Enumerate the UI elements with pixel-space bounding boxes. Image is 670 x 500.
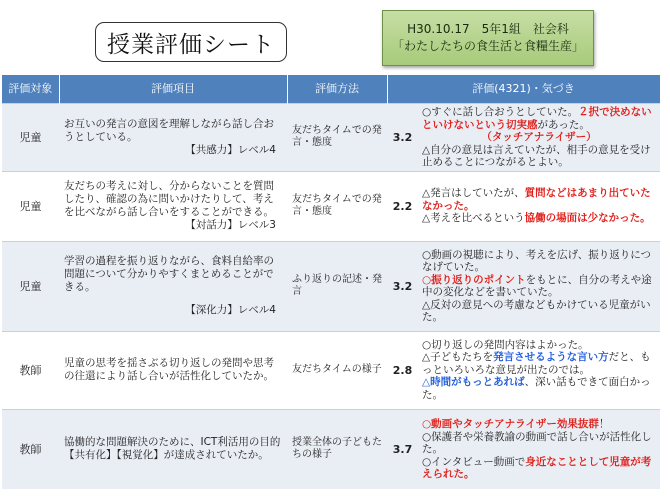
row-who: 教師	[2, 331, 59, 409]
header-score: 評価(4321)・気づき	[387, 75, 660, 104]
note-text: △自分の意見は言えていたが、相手の意見を受け止めることにつながるとよい。	[422, 143, 651, 168]
row-item-text: 学習の過程を振り返りながら、食料自給率の問題について分かりやすくまとめることができる。	[64, 255, 274, 293]
row-score: 3.2	[387, 104, 418, 172]
note-highlight: △時間がもっとあれば	[422, 376, 525, 389]
table-row	[2, 104, 660, 172]
note-text: ○動画の視聴により、考えを広げ、振り返りにつなげていた。	[422, 248, 652, 273]
note-text: △反対の意見への考慮などもかけている児童がいた。	[422, 298, 651, 323]
row-method: 友だちタイムでの発言・態度	[287, 104, 387, 172]
row-method: 友だちタイムの様子	[287, 331, 387, 409]
class-info-box	[382, 10, 594, 66]
row-who: 教師	[2, 409, 59, 489]
note-text: ○インタビュー動画で	[422, 455, 526, 468]
row-method: 授業全体の子どもたちの様子	[287, 409, 387, 489]
row-note	[418, 104, 660, 172]
table-row	[2, 171, 660, 241]
note-text: ○切り返しの発問内容はよかった。	[422, 338, 589, 351]
note-text: ！	[598, 418, 610, 430]
note-text: 、深い話もできて面白かった。	[422, 376, 651, 401]
row-method: 友だちタイムでの発言・態度	[287, 171, 387, 241]
row-score: 2.2	[387, 171, 418, 241]
header-item: 評価項目	[59, 75, 287, 104]
table-row	[2, 409, 660, 489]
row-item	[59, 241, 287, 331]
note-highlight: ○動画やタッチアナライザー効果抜群	[422, 418, 599, 430]
class-info-date: H30.10.17 5年1組 社会科	[407, 22, 569, 36]
header-who: 評価対象	[2, 75, 59, 104]
table-header-row	[2, 75, 660, 104]
row-note	[418, 409, 660, 489]
row-who: 児童	[2, 241, 59, 331]
note-highlight: 協働の場面は少なかった。	[524, 212, 651, 225]
note-text: だと、もっといろいろな意見が出たのでは。	[422, 351, 651, 376]
row-item-tag: 【深化力】レベル4	[185, 304, 276, 316]
row-item-text: 協働的な問題解決のために、ICT利活用の目的【共有化】【視覚化】が達成されていたか。	[64, 436, 281, 462]
row-item-text: お互いの発言の意図を理解しながら話し合おうとしている。	[64, 117, 274, 143]
note-text: △発言はしていたが、	[422, 187, 525, 200]
note-highlight: 発言させるような言い方	[493, 351, 609, 364]
row-score: 3.2	[387, 241, 418, 331]
note-highlight: ２択で決めないといけないという切実感	[422, 106, 652, 131]
row-item	[59, 331, 287, 409]
note-highlight: 身近なこととして児童が考えられた。	[422, 455, 652, 480]
sheet-title: 授業評価シート	[95, 22, 287, 62]
row-item-tag: 【対話力】レベル3	[185, 219, 276, 231]
row-item	[59, 171, 287, 241]
row-item	[59, 409, 287, 489]
row-item-text: 児童の思考を揺さぶる切り返しの発問や思考の往還により話し合いが活性化していたか。	[64, 357, 274, 382]
table-row	[2, 331, 660, 409]
note-highlight: 質問などはあまり出ていたなかった。	[422, 187, 651, 212]
row-note	[418, 171, 660, 241]
note-text: △子どもたちを	[422, 351, 494, 364]
row-item-text: 友だちの考えに対し、分からないことを質問したり、確認の為に問いかけたりして、考えを比べながら話し合いをすることができる。	[64, 180, 274, 218]
evaluation-table	[2, 75, 661, 489]
note-text: をもとに、自分の考えや途中の変化などを書いていた。	[422, 273, 652, 298]
row-who: 児童	[2, 104, 59, 172]
row-item	[59, 104, 287, 172]
note-text: があった。	[537, 118, 590, 131]
note-highlight: ○振り返りのポイント	[422, 273, 526, 286]
header-method: 評価方法	[287, 75, 387, 104]
row-score: 3.7	[387, 409, 418, 489]
row-note	[418, 241, 660, 331]
row-method: ふり返りの記述・発言	[287, 241, 387, 331]
row-score: 2.8	[387, 331, 418, 409]
note-text: △考えを比べるという	[422, 212, 525, 225]
row-note	[418, 331, 660, 409]
note-text: ○すぐに話し合おうとしていた。	[422, 106, 579, 118]
row-item-tag: 【共感力】レベル4	[185, 143, 276, 156]
note-text: ○保護者や栄養教諭の動画で話し合いが活性化した。	[422, 430, 652, 455]
table-row	[2, 241, 660, 331]
note-highlight: （タッチアナライザー）	[481, 131, 597, 143]
row-who: 児童	[2, 171, 59, 241]
class-info-unit: 「わたしたちの食生活と食糧生産」	[391, 39, 584, 53]
